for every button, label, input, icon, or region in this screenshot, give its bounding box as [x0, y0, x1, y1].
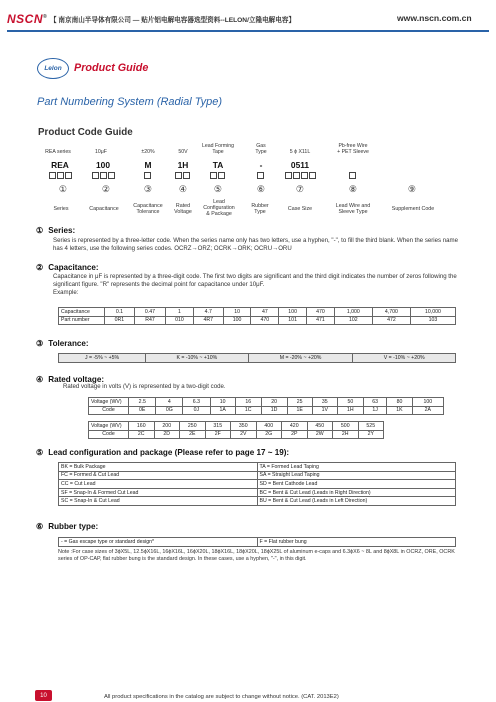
- code-box: [108, 172, 115, 179]
- series-text: Series is represented by a three-letter code. When the series name only has two letters, use a hyphen, "-", to fill the third blank. When the series name has 4 letters, use the following series codes. OCRZ→ORZ; OCRK→ORK; OCRU→ORU: [53, 237, 459, 252]
- caption-lead-forming: Lead Forming Tape: [201, 143, 234, 155]
- table-cell: Capacitance: [59, 308, 105, 317]
- table-cell: 100: [279, 308, 307, 317]
- table-cell: SF = Snap-In & Formed Cut Lead: [59, 488, 258, 497]
- lead-config-table: [58, 462, 456, 506]
- table-cell: 315: [205, 422, 231, 431]
- table-cell: 0E: [129, 406, 156, 415]
- header-company-text: 【 南京南山半导体有限公司 — 贴片铝电解电容器选型资料--LELON/立隆电解电容】: [50, 17, 296, 24]
- code-box: [49, 172, 56, 179]
- series-heading: ① Series:: [36, 226, 76, 235]
- table-cell: 500: [333, 422, 359, 431]
- label-lead-config: Lead Configuration & Package: [203, 199, 235, 218]
- table-cell: Code: [89, 406, 129, 415]
- table-cell: J = -5% ~ +5%: [59, 354, 146, 363]
- rated-voltage-text: Rated voltage in volts (V) is represented by a two-digit code.: [63, 383, 226, 390]
- table-cell: 25: [287, 398, 312, 407]
- table-cell: SA = Straight Lead Taping: [257, 471, 456, 480]
- header-divider: [7, 30, 489, 32]
- caption-capacitance: 10μF: [95, 149, 107, 155]
- table-cell: 20: [261, 398, 287, 407]
- part-number-3: ③: [143, 184, 153, 194]
- table-cell: 1H: [337, 406, 363, 415]
- code-box: [57, 172, 64, 179]
- rubber-type-table: [58, 537, 456, 547]
- capacitance-text: Capacitance in μF is represented by a three-digit code. The first two digits are significant and the third digit indicates the number of zeros following the significant figure. "R" represents the decimal point for capacitance under 10μF.: [53, 273, 457, 288]
- rated-voltage-heading: ④ Rated voltage:: [36, 375, 105, 384]
- table-cell: BC = Bent & Cut Lead (Leads in Right Direction): [257, 488, 456, 497]
- table-cell: 2G: [256, 430, 282, 439]
- table-cell: 1,000: [334, 308, 372, 317]
- table-cell: 250: [180, 422, 206, 431]
- code-value-voltage: 1H: [177, 160, 189, 170]
- code-box: [349, 172, 356, 179]
- code-box: [92, 172, 99, 179]
- page-number: 10: [35, 690, 52, 701]
- code-box: [218, 172, 225, 179]
- table-cell: 1K: [387, 406, 412, 415]
- label-case-size: Case Size: [287, 206, 313, 212]
- table-cell: 103: [410, 316, 455, 325]
- caption-series: REA series: [45, 149, 71, 155]
- table-cell: 200: [154, 422, 180, 431]
- caption-voltage: 50V: [178, 149, 188, 155]
- caption-lead-wire: Pb-free Wire + PET Sleeve: [337, 143, 369, 155]
- table-cell: 2D: [154, 430, 180, 439]
- table-cell: 50: [337, 398, 363, 407]
- table-cell: 16: [235, 398, 261, 407]
- table-cell: 0.47: [134, 308, 165, 317]
- section-title: Part Numbering System (Radial Type): [37, 96, 223, 108]
- voltage-table-2: [88, 421, 384, 439]
- table-cell: 4R7: [193, 316, 223, 325]
- rubber-type-heading: ⑥ Rubber type:: [36, 522, 99, 531]
- product-code-guide-title: Product Code Guide: [38, 127, 133, 138]
- table-cell: 471: [307, 316, 335, 325]
- table-cell: 350: [231, 422, 257, 431]
- table-cell: 10: [223, 308, 251, 317]
- table-cell: 63: [363, 398, 387, 407]
- table-cell: 10: [210, 398, 235, 407]
- table-cell: 0J: [183, 406, 210, 415]
- label-series: Series: [53, 206, 69, 212]
- table-cell: 2A: [412, 406, 443, 415]
- table-cell: 102: [334, 316, 372, 325]
- table-cell: 2F: [205, 430, 231, 439]
- rubber-type-note: Note :For case sizes of 3ϕX5L, 12.5ϕX16L, 16ϕX16L, 16ϕX20L, 18ϕX16L, 18ϕX20L, 18ϕX25L of aluminum e-caps and 6.3ϕX6 ~ 8L and 8ϕX8L in OCRZ, ORE, OCRK series of OP-CAP, flat rubber bung is the standard design. In these cases, use a hyphen, "-", in this digit.: [58, 549, 455, 563]
- part-number-9: ⑨: [407, 184, 417, 194]
- code-box: [100, 172, 107, 179]
- table-cell: TA = Formed Lead Taping: [257, 463, 456, 472]
- caption-case-size: 5 ϕ X11L: [289, 149, 311, 155]
- label-voltage: Rated Voltage: [174, 203, 192, 216]
- table-cell: 6.3: [183, 398, 210, 407]
- table-cell: 0.1: [105, 308, 135, 317]
- table-cell: 472: [372, 316, 410, 325]
- caption-gas-type: Gas Type: [255, 143, 267, 155]
- code-value-capacitance: 100: [96, 160, 110, 170]
- code-box: [65, 172, 72, 179]
- part-number-5: ⑤: [213, 184, 223, 194]
- part-number-1: ①: [58, 184, 68, 194]
- table-cell: 160: [129, 422, 155, 431]
- caption-tolerance: ±20%: [141, 149, 155, 155]
- table-cell: R47: [134, 316, 165, 325]
- code-value-series: REA: [51, 160, 69, 170]
- code-box: [293, 172, 300, 179]
- table-cell: 4.7: [193, 308, 223, 317]
- table-cell: 1C: [235, 406, 261, 415]
- table-cell: 2P: [282, 430, 308, 439]
- table-cell: Voltage (WV): [89, 398, 129, 407]
- part-number-7: ⑦: [295, 184, 305, 194]
- table-cell: 100: [223, 316, 251, 325]
- table-cell: 1E: [287, 406, 312, 415]
- tolerance-table: [58, 353, 456, 363]
- label-capacitance: Capacitance: [89, 206, 119, 212]
- table-cell: FC = Formed & Cut Lead: [59, 471, 258, 480]
- part-number-4: ④: [178, 184, 188, 194]
- table-cell: 1V: [312, 406, 337, 415]
- table-cell: 80: [387, 398, 412, 407]
- table-cell: 2E: [180, 430, 206, 439]
- table-cell: CC = Cut Lead: [59, 480, 258, 489]
- table-cell: 10,000: [410, 308, 455, 317]
- table-cell: 1D: [261, 406, 287, 415]
- table-cell: 2V: [231, 430, 257, 439]
- table-cell: Part number: [59, 316, 105, 325]
- table-cell: 470: [251, 316, 279, 325]
- table-cell: 2.5: [129, 398, 156, 407]
- code-value-lead: TA: [212, 160, 224, 170]
- capacitance-heading: ② Capacitance:: [36, 263, 99, 272]
- table-cell: 470: [307, 308, 335, 317]
- table-cell: SC = Snap-In & Cut Lead: [59, 497, 258, 506]
- code-box: [175, 172, 182, 179]
- table-cell: 1A: [210, 406, 235, 415]
- nscn-logo: NSCN®: [7, 12, 48, 26]
- label-supplement: Supplement Code: [391, 206, 435, 212]
- capacitance-table: [58, 307, 456, 325]
- code-box: [144, 172, 151, 179]
- table-cell: 1J: [363, 406, 387, 415]
- table-cell: 525: [358, 422, 384, 431]
- code-value-case: 0511: [290, 160, 310, 170]
- table-cell: V = -10% ~ +20%: [353, 354, 456, 363]
- header-url[interactable]: www.nscn.com.cn: [397, 13, 472, 23]
- example-label: Example:: [53, 289, 79, 296]
- code-value-tolerance: M: [144, 160, 152, 170]
- table-cell: BU = Bent & Cut Lead (Leads in Left Direction): [257, 497, 456, 506]
- table-cell: 010: [166, 316, 194, 325]
- label-tolerance: Capacitance Tolerance: [133, 203, 163, 216]
- table-cell: 420: [282, 422, 308, 431]
- table-cell: M = -20% ~ +20%: [248, 354, 353, 363]
- table-cell: 1: [166, 308, 194, 317]
- table-cell: 0R1: [105, 316, 135, 325]
- table-cell: 100: [412, 398, 443, 407]
- code-box: [210, 172, 217, 179]
- label-lead-wire: Lead Wire and Sleeve Type: [335, 203, 371, 216]
- table-cell: 2C: [129, 430, 155, 439]
- code-box: [301, 172, 308, 179]
- footer-text: All product specifications in the catalog are subject to change without notice. (CAT. 2013E2): [104, 694, 339, 700]
- part-number-8: ⑧: [348, 184, 358, 194]
- code-box: [309, 172, 316, 179]
- table-cell: 4,700: [372, 308, 410, 317]
- table-cell: 47: [251, 308, 279, 317]
- table-cell: BK = Bulk Package: [59, 463, 258, 472]
- table-cell: 101: [279, 316, 307, 325]
- lead-config-heading: ⑤ Lead configuration and package (Please refer to page 17 ~ 19):: [36, 448, 290, 457]
- table-cell: SD = Bent Cathode Lead: [257, 480, 456, 489]
- voltage-table-1: [88, 397, 444, 415]
- table-cell: F = Flat rubber bung: [257, 538, 456, 547]
- code-box: [285, 172, 292, 179]
- page-title: Product Guide: [74, 62, 149, 74]
- label-rubber: Rubber Type: [251, 203, 269, 216]
- part-number-6: ⑥: [256, 184, 266, 194]
- table-cell: - = Gas escape type or standard design*: [59, 538, 258, 547]
- table-cell: 2Y: [358, 430, 384, 439]
- part-number-2: ②: [101, 184, 111, 194]
- table-cell: 35: [312, 398, 337, 407]
- table-cell: K = -10% ~ +10%: [146, 354, 249, 363]
- table-cell: Code: [89, 430, 129, 439]
- table-cell: 2W: [307, 430, 333, 439]
- table-cell: 400: [256, 422, 282, 431]
- code-value-gas: -: [259, 160, 263, 170]
- table-cell: 2H: [333, 430, 359, 439]
- table-cell: 0G: [156, 406, 183, 415]
- table-cell: 450: [307, 422, 333, 431]
- table-cell: Voltage (WV): [89, 422, 129, 431]
- table-cell: 4: [156, 398, 183, 407]
- code-box: [257, 172, 264, 179]
- lelon-logo: Lelon: [37, 58, 69, 79]
- tolerance-heading: ③ Tolerance:: [36, 339, 89, 348]
- code-box: [183, 172, 190, 179]
